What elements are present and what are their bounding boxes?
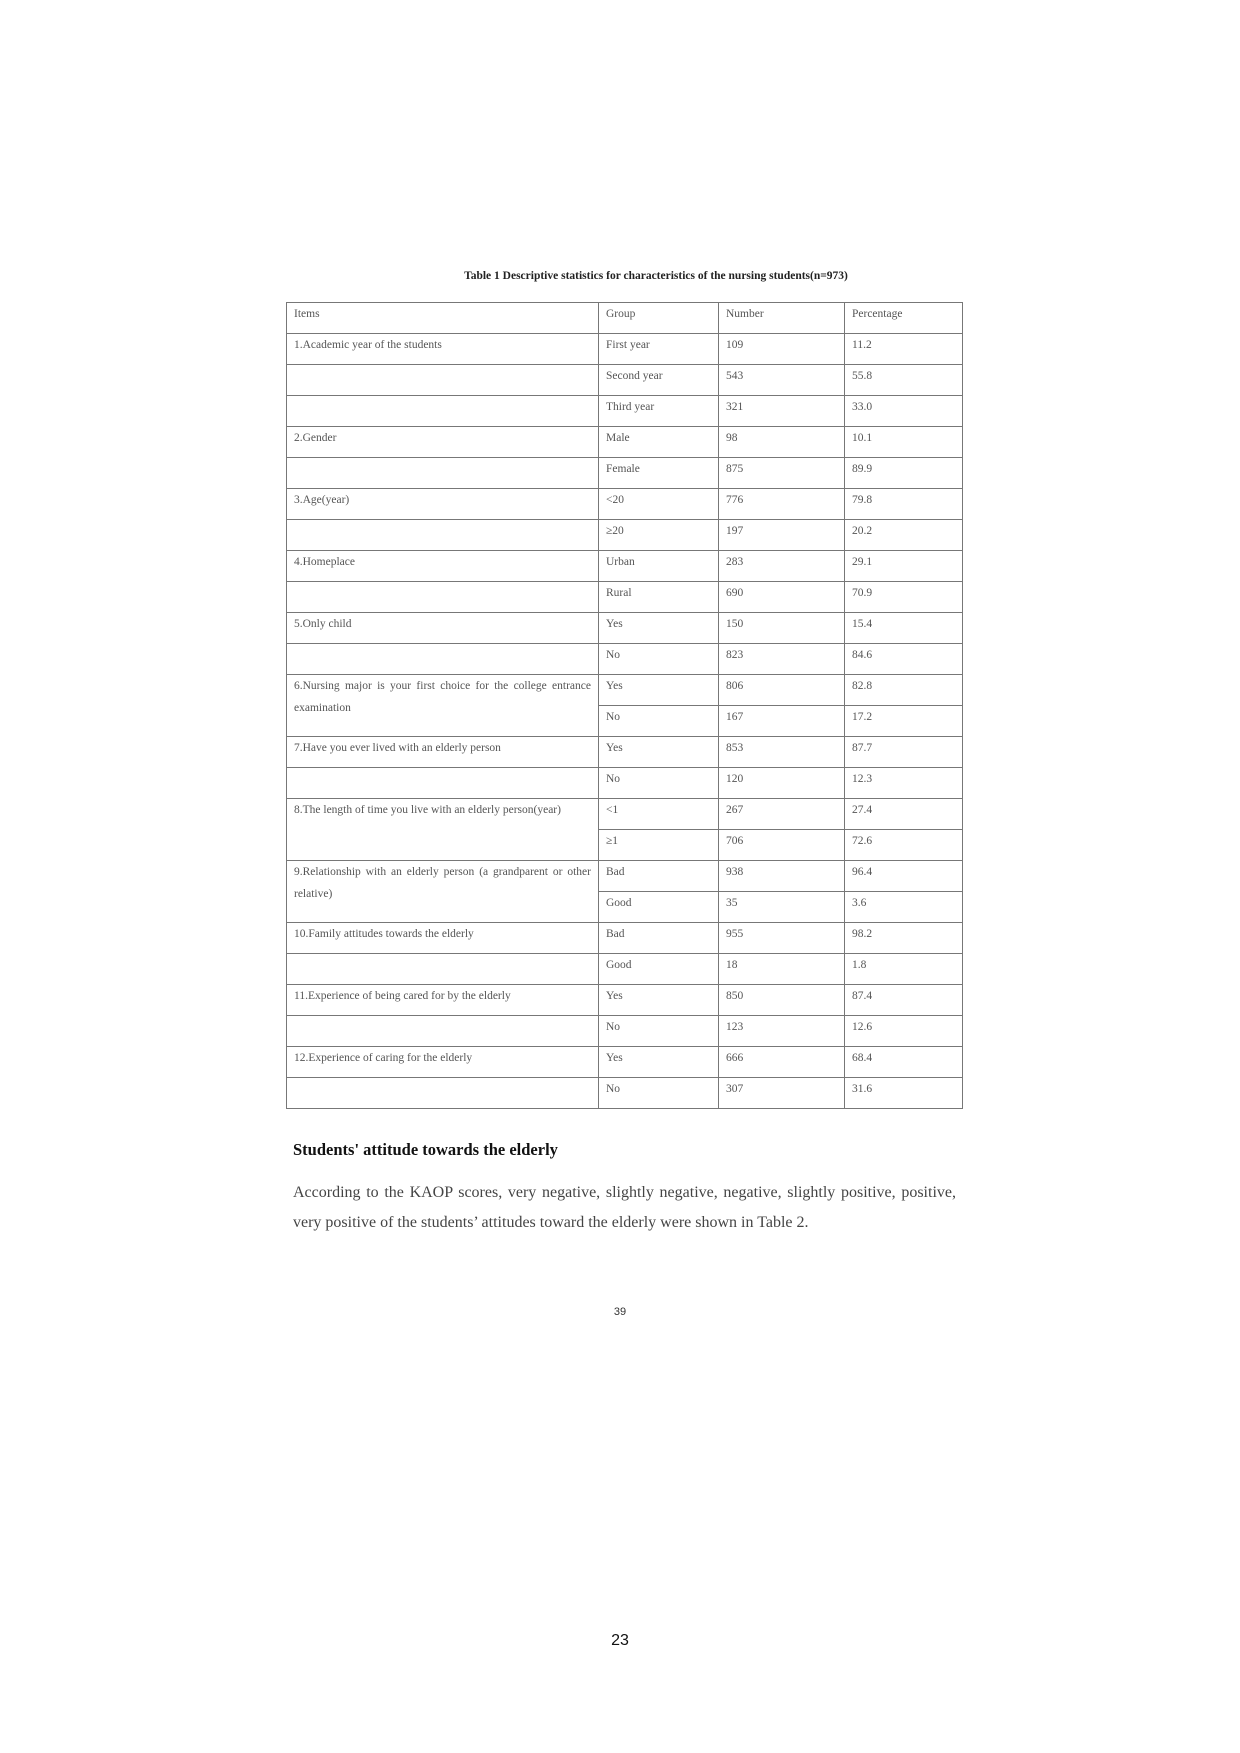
- table-row: [287, 551, 963, 582]
- group-cell: Good: [599, 892, 719, 923]
- percentage-cell: 27.4: [845, 799, 963, 830]
- percentage-cell: 96.4: [845, 861, 963, 892]
- header-number: Number: [719, 303, 845, 334]
- item-cell-empty: [287, 396, 599, 427]
- percentage-cell: 1.8: [845, 954, 963, 985]
- header-percentage: Percentage: [845, 303, 963, 334]
- group-cell: Good: [599, 954, 719, 985]
- table-row: [287, 675, 963, 706]
- percentage-cell: 89.9: [845, 458, 963, 489]
- percentage-cell: 12.3: [845, 768, 963, 799]
- item-cell: 2.Gender: [287, 427, 599, 458]
- group-cell: ≥1: [599, 830, 719, 861]
- group-cell: Rural: [599, 582, 719, 613]
- item-cell: 6.Nursing major is your first choice for the college entrance examination: [287, 675, 599, 737]
- item-cell-empty: [287, 954, 599, 985]
- group-cell: First year: [599, 334, 719, 365]
- table-row: [287, 520, 963, 551]
- number-cell: 150: [719, 613, 845, 644]
- percentage-cell: 82.8: [845, 675, 963, 706]
- group-cell: Urban: [599, 551, 719, 582]
- percentage-cell: 72.6: [845, 830, 963, 861]
- item-cell-empty: [287, 768, 599, 799]
- number-cell: 120: [719, 768, 845, 799]
- number-cell: 776: [719, 489, 845, 520]
- item-cell: 5.Only child: [287, 613, 599, 644]
- item-cell-empty: [287, 458, 599, 489]
- percentage-cell: 98.2: [845, 923, 963, 954]
- number-cell: 197: [719, 520, 845, 551]
- item-cell-empty: [287, 365, 599, 396]
- group-cell: Yes: [599, 1047, 719, 1078]
- percentage-cell: 87.7: [845, 737, 963, 768]
- group-cell: <20: [599, 489, 719, 520]
- table-row: [287, 954, 963, 985]
- item-cell: 10.Family attitudes towards the elderly: [287, 923, 599, 954]
- percentage-cell: 10.1: [845, 427, 963, 458]
- item-cell: 1.Academic year of the students: [287, 334, 599, 365]
- group-cell: Female: [599, 458, 719, 489]
- table-header-row: [287, 303, 963, 334]
- percentage-cell: 33.0: [845, 396, 963, 427]
- body-paragraph: According to the KAOP scores, very negative, slightly negative, negative, slightly positive, positive, very positive of the students’ attitudes toward the elderly were shown in Table 2.: [293, 1184, 956, 1231]
- item-cell: 7.Have you ever lived with an elderly person: [287, 737, 599, 768]
- group-cell: Yes: [599, 737, 719, 768]
- item-cell: 12.Experience of caring for the elderly: [287, 1047, 599, 1078]
- percentage-cell: 29.1: [845, 551, 963, 582]
- table-caption: Table 1 Descriptive statistics for characteristics of the nursing students(n=973): [464, 270, 848, 282]
- header-items: Items: [287, 303, 599, 334]
- table-row: [287, 985, 963, 1016]
- table-row: [287, 1078, 963, 1109]
- item-cell: 8.The length of time you live with an elderly person(year): [287, 799, 599, 861]
- item-cell-empty: [287, 520, 599, 551]
- group-cell: Male: [599, 427, 719, 458]
- group-cell: ≥20: [599, 520, 719, 551]
- number-cell: 706: [719, 830, 845, 861]
- group-cell: Yes: [599, 675, 719, 706]
- characteristics-table: [286, 302, 963, 1109]
- percentage-cell: 11.2: [845, 334, 963, 365]
- percentage-cell: 31.6: [845, 1078, 963, 1109]
- number-cell: 543: [719, 365, 845, 396]
- section-heading: Students' attitude towards the elderly: [293, 1140, 558, 1159]
- percentage-cell: 70.9: [845, 582, 963, 613]
- number-cell: 853: [719, 737, 845, 768]
- group-cell: No: [599, 1016, 719, 1047]
- table-row: [287, 582, 963, 613]
- percentage-cell: 79.8: [845, 489, 963, 520]
- number-cell: 666: [719, 1047, 845, 1078]
- item-cell: 3.Age(year): [287, 489, 599, 520]
- number-cell: 18: [719, 954, 845, 985]
- item-cell-empty: [287, 1016, 599, 1047]
- number-cell: 167: [719, 706, 845, 737]
- table-row: [287, 334, 963, 365]
- table-row: [287, 458, 963, 489]
- group-cell: Yes: [599, 613, 719, 644]
- number-cell: 823: [719, 644, 845, 675]
- header-group: Group: [599, 303, 719, 334]
- group-cell: Third year: [599, 396, 719, 427]
- table-row: [287, 427, 963, 458]
- table-row: [287, 1047, 963, 1078]
- number-cell: 955: [719, 923, 845, 954]
- percentage-cell: 87.4: [845, 985, 963, 1016]
- group-cell: <1: [599, 799, 719, 830]
- group-cell: No: [599, 1078, 719, 1109]
- table-row: [287, 737, 963, 768]
- number-cell: 321: [719, 396, 845, 427]
- group-cell: No: [599, 768, 719, 799]
- percentage-cell: 15.4: [845, 613, 963, 644]
- table-row: [287, 923, 963, 954]
- group-cell: Second year: [599, 365, 719, 396]
- number-cell: 109: [719, 334, 845, 365]
- table-row: [287, 396, 963, 427]
- group-cell: No: [599, 644, 719, 675]
- percentage-cell: 84.6: [845, 644, 963, 675]
- percentage-cell: 3.6: [845, 892, 963, 923]
- table-row: [287, 365, 963, 396]
- number-cell: 806: [719, 675, 845, 706]
- number-cell: 307: [719, 1078, 845, 1109]
- table-row: [287, 644, 963, 675]
- percentage-cell: 17.2: [845, 706, 963, 737]
- item-cell-empty: [287, 1078, 599, 1109]
- percentage-cell: 12.6: [845, 1016, 963, 1047]
- table-row: [287, 613, 963, 644]
- item-cell: 4.Homeplace: [287, 551, 599, 582]
- number-cell: 690: [719, 582, 845, 613]
- group-cell: Bad: [599, 861, 719, 892]
- table-row: [287, 799, 963, 830]
- table-row: [287, 489, 963, 520]
- number-cell: 267: [719, 799, 845, 830]
- table-body: [287, 303, 963, 1109]
- table-row: [287, 1016, 963, 1047]
- group-cell: No: [599, 706, 719, 737]
- number-cell: 850: [719, 985, 845, 1016]
- item-cell-empty: [287, 582, 599, 613]
- number-cell: 938: [719, 861, 845, 892]
- page-number: 23: [611, 1632, 629, 1649]
- group-cell: Yes: [599, 985, 719, 1016]
- item-cell-empty: [287, 644, 599, 675]
- item-cell: 11.Experience of being cared for by the elderly: [287, 985, 599, 1016]
- table-row: [287, 768, 963, 799]
- percentage-cell: 20.2: [845, 520, 963, 551]
- number-cell: 123: [719, 1016, 845, 1047]
- percentage-cell: 55.8: [845, 365, 963, 396]
- table-row: [287, 861, 963, 892]
- number-cell: 875: [719, 458, 845, 489]
- number-cell: 35: [719, 892, 845, 923]
- number-cell: 283: [719, 551, 845, 582]
- group-cell: Bad: [599, 923, 719, 954]
- percentage-cell: 68.4: [845, 1047, 963, 1078]
- number-cell: 98: [719, 427, 845, 458]
- item-cell: 9.Relationship with an elderly person (a grandparent or other relative): [287, 861, 599, 923]
- inner-page-number: 39: [613, 1306, 627, 1318]
